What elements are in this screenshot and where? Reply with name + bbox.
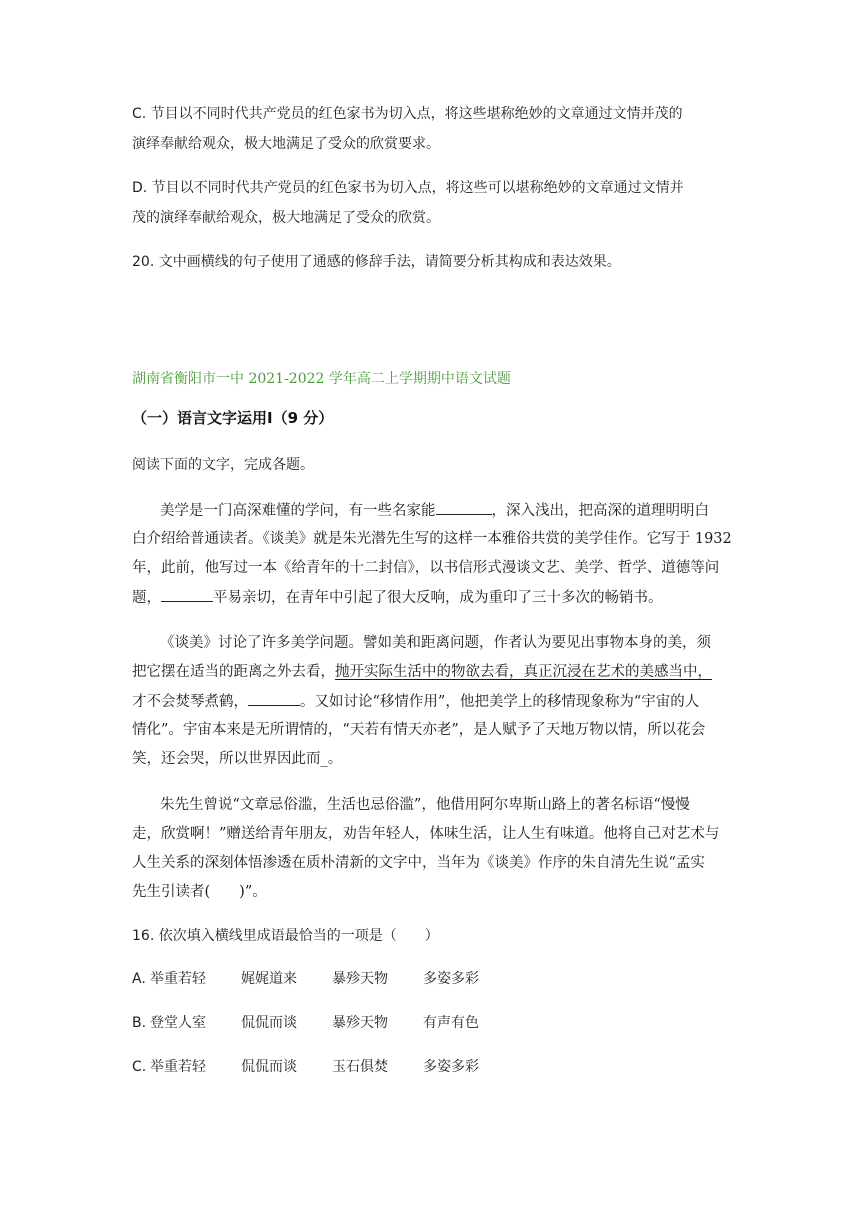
fill-blank-3: [248, 691, 300, 706]
source-title: 湖南省衡阳市一中 2021-2022 学年高二上学期期中语文试题: [132, 371, 511, 387]
option-label: C.: [132, 1059, 147, 1075]
option-d-line2: 茂的演绎奉献给观众，极大地满足了受众的欣赏。: [132, 210, 440, 226]
passage-text: 美学是一门高深难懂的学问，有一些名家能: [160, 503, 436, 519]
option-term: 举重若轻: [150, 971, 206, 987]
passage-text: 。又如讨论“移情作用”，他把美学上的移情现象称为“宇宙的人: [300, 694, 700, 710]
option-term: 多姿多彩: [423, 1059, 479, 1075]
option-term: 举重若轻: [150, 1059, 206, 1075]
passage-p1-line4: [132, 587, 663, 608]
question-16: 16. 依次填入横线里成语最恰当的一项是（ ）: [132, 928, 439, 944]
option-c-line2: 演绎奉献给观众，极大地满足了受众的欣赏要求。: [132, 136, 440, 152]
fill-blank-2: [161, 587, 213, 602]
passage-p1-line1: [160, 500, 709, 521]
option-label: A.: [132, 971, 146, 987]
passage-text: 把它摆在适当的距离之外去看，: [132, 664, 335, 680]
passage-p3-line2: 走，欣赏啊！”赠送给青年朋友，劝告年轻人，体味生活，让人生有味道。他将自己对艺术与: [132, 826, 720, 842]
passage-p2-line3: [132, 691, 699, 712]
passage-text: 题，: [132, 590, 161, 606]
instruction: 阅读下面的文字，完成各题。: [132, 457, 314, 473]
passage-p3-line1: 朱先生曾说“文章忌俗滥，生活也忌俗滥”，他借用阿尔卑斯山路上的著名标语“慢慢: [160, 797, 690, 813]
option-c-line1: C. 节目以不同时代共产党员的红色家书为切入点，将这些堪称绝妙的文章通过文情并茂的: [132, 106, 683, 122]
fill-blank-1: [436, 500, 492, 515]
section-heading: （一）语言文字运用Ⅰ（9 分）: [132, 409, 334, 427]
option-term: 多姿多彩: [423, 971, 479, 987]
option-term: 玉石俱焚: [332, 1059, 388, 1075]
passage-p2-line1: 《谈美》讨论了许多美学问题。譬如美和距离问题，作者认为要见出事物本身的美，须: [160, 635, 711, 651]
option-label: B.: [132, 1015, 147, 1031]
option-term: 侃侃而谈: [241, 1059, 297, 1075]
option-term: 娓娓道来: [241, 971, 297, 987]
option-term: 侃侃而谈: [241, 1015, 297, 1031]
passage-text: 平易亲切，在青年中引起了很大反响，成为重印了三十多次的畅销书。: [213, 590, 663, 606]
option-term: 有声有色: [423, 1015, 479, 1031]
option-d-line1: D. 节目以不同时代共产党员的红色家书为切入点，将这些可以堪称绝妙的文章通过文情并: [132, 180, 684, 196]
passage-p1-line2: 白介绍给普通读者。《谈美》就是朱光潜先生写的这样一本雅俗共赏的美学佳作。它写于 1932: [132, 531, 732, 547]
option-term: 暴殄天物: [332, 971, 388, 987]
passage-text: 才不会焚琴煮鹤，: [132, 694, 248, 710]
passage-p2-line2: [132, 662, 712, 682]
passage-p1-line3: 年，此前，他写过一本《给青年的十二封信》，以书信形式漫谈文艺、美学、哲学、道德等问: [132, 560, 720, 576]
passage-text: ，深入浅出，把高深的道理明明白: [491, 503, 709, 519]
passage-p2-line5: 笑，还会哭，所以世界因此而_。: [132, 751, 343, 767]
passage-p3-line4: 先生引读者( )”。: [132, 884, 267, 900]
option-term: 登堂人室: [150, 1015, 206, 1031]
option-term: 暴殄天物: [332, 1015, 388, 1031]
passage-p3-line3: 人生关系的深刻体悟渗透在质朴清新的文字中，当年为《谈美》作序的朱自清先生说“孟实: [132, 855, 705, 871]
underlined-sentence: 抛开实际生活中的物欲去看，真正沉浸在艺术的美感当中，: [335, 664, 712, 680]
passage-p2-line4: 情化”。宇宙本来是无所谓情的，“天若有情天亦老”，是人赋予了天地万物以情，所以花会: [132, 722, 706, 738]
question-20: 20. 文中画横线的句子使用了通感的修辞手法，请简要分析其构成和表达效果。: [132, 254, 621, 270]
